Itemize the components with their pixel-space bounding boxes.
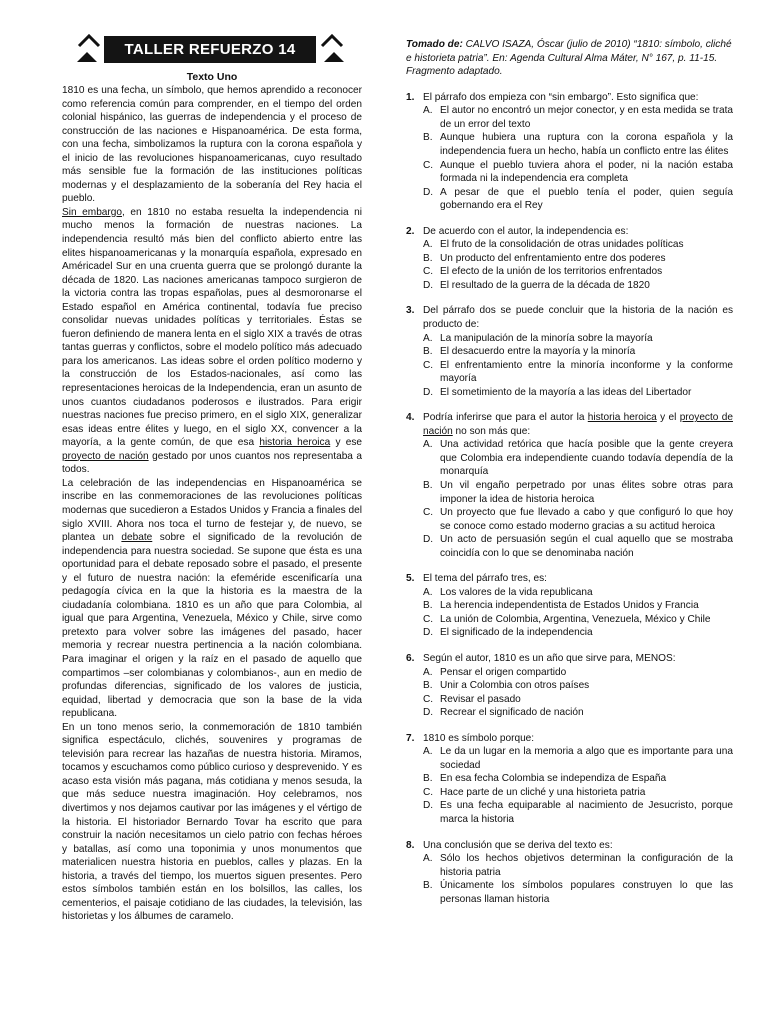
question-number: 6. [406, 653, 415, 665]
option-text: Le da un lugar en la memoria a algo que es importante para una sociedad [440, 746, 733, 771]
option-text: El enfrentamiento entre la minoría inconforme y la conforme mayoría [440, 359, 733, 385]
question-number: 5. [406, 573, 415, 585]
option-letter: D. [423, 279, 434, 291]
option-text: Hace parte de un cliché y una historieta patria [440, 786, 646, 798]
source-label: Tomado de: [406, 39, 463, 50]
question-3 [406, 304, 733, 399]
option-letter: B. [423, 680, 433, 692]
answer-option[interactable] [423, 332, 733, 346]
reading-passage [62, 84, 362, 924]
answer-option[interactable] [423, 693, 733, 707]
stem-text: Podría inferirse que para el autor la [423, 412, 588, 424]
answer-option[interactable] [423, 238, 733, 252]
question-number: 3. [406, 305, 415, 317]
answer-option[interactable] [423, 386, 733, 400]
option-list [406, 666, 733, 720]
worksheet-banner [62, 30, 362, 68]
option-text: En esa fecha Colombia se independiza de España [440, 773, 667, 785]
option-list [406, 852, 733, 906]
question-stem: Según el autor, 1810 es un año que sirve para, MENOS: [423, 653, 676, 665]
answer-option[interactable] [423, 586, 733, 600]
option-letter: A. [423, 105, 433, 117]
option-text: Es una fecha equiparable al nacimiento de Jesucristo, porque marca la historia [440, 800, 733, 826]
answer-option[interactable] [423, 359, 733, 386]
option-text: El autor no encontró un mejor conector, y en esta medida se trata de un error del texto [440, 105, 733, 130]
option-text: La herencia independentista de Estados Unidos y Francia [440, 600, 699, 612]
underlined-phrase: proyecto de nación [62, 450, 149, 462]
source-citation [406, 38, 733, 79]
option-text: El resultado de la guerra de la década de 1820 [440, 279, 650, 291]
answer-option[interactable] [423, 506, 733, 533]
option-text: A pesar de que el pueblo tenía el poder, quien seguía gobernando era el Rey [440, 186, 733, 212]
question-stem-row [406, 91, 733, 105]
option-text: Un acto de persuasión según el cual aquello que se mostraba coincidía con lo que se denominaba nación [440, 534, 733, 559]
answer-option[interactable] [423, 252, 733, 266]
question-number: 1. [406, 91, 415, 103]
question-list [406, 91, 733, 907]
question-stem [423, 411, 733, 438]
question-5 [406, 572, 733, 640]
option-letter: C. [423, 359, 434, 371]
question-stem-row [406, 839, 733, 853]
question-stem-row [406, 732, 733, 746]
option-text: El desacuerdo entre la mayoría y la minoría [440, 346, 636, 358]
underlined-phrase: historia heroica [587, 412, 657, 424]
answer-option[interactable] [423, 345, 733, 359]
answer-option[interactable] [423, 438, 733, 479]
paragraph-text: La celebración de las independencias en Hispanoamérica se inscribe en las conmemoraciones de las revoluciones políticas modernas que sucedieron a Estados Unidos y Francia a finales del siglo XVIII. Ahora nos toca el turno de festejar y, de nuevo, se plantea un [62, 477, 362, 544]
paragraph-text: y ese [330, 437, 363, 449]
answer-option[interactable] [423, 679, 733, 693]
passage-paragraph-4: En un tono menos serio, la conmemoración de 1810 también significa espectáculo, clichés, souvenires y programas de televisión para recrear las hazañas de nuestra historia. Miramos, tocamos y escuchamos como público curioso y desprevenido. Y es acaso esta visión más pagana, más cotidiana y menos sesuda, la que más seduce nuestra imaginación. Hoy celebramos, nos divertimos y nos dejamos cautivar por las imágenes y el vértigo de la historia. El historiador Bernardo Tovar ha escrito que para construir la nación necesitamos un cielo patrio con fechas héroes y batallas, así como una toponimia y unos monumentos que materialicen nuestra historia en pueblos, calles y plazas. En la historia, a través del tiempo, los muertos siguen presentes. Pero estos símbolos también están en los bolsillos, las calles, los cementerios, el paisaje cotidiano de las ciudades, la televisión, las historietas y los álbumes de caramelo. [62, 721, 362, 923]
underlined-phrase: debate [121, 532, 153, 544]
option-letter: A. [423, 439, 433, 451]
option-text: El significado de la independencia [440, 627, 593, 639]
option-text: Un vil engaño perpetrado por unas élites sobre otras para imponer la idea de historia heroica [440, 480, 733, 505]
answer-option[interactable] [423, 613, 733, 627]
option-letter: D. [423, 386, 434, 398]
underlined-phrase: proyecto de nación [423, 412, 733, 437]
option-list [406, 586, 733, 640]
option-text: El fruto de la consolidación de otras unidades políticas [440, 239, 684, 251]
option-text: Un producto del enfrentamiento entre dos poderes [440, 252, 666, 264]
option-text: La manipulación de la minoría sobre la mayoría [440, 332, 653, 344]
answer-option[interactable] [423, 772, 733, 786]
stem-text: no son más que: [452, 425, 531, 437]
option-text: Una actividad retórica que hacía posible que la gente creyera que Colombia era independiente cuando todavía dependía de la monarquía [440, 439, 733, 478]
answer-option[interactable] [423, 666, 733, 680]
passage-paragraph-1: 1810 es una fecha, un símbolo, que hemos aprendido a reconocer como referencia común para comprender, en el tiempo del orden colonial hispánico, las guerras de independencia y el proceso de construcción de las naciones e Hispanoamérica. De esta forma, con una fecha, simbolizamos la ruptura con la corona española y el inicio de las revoluciones hispanoamericanas, cuyo resultado más sensible fue la formación de las instituciones políticas modernas y el desplazamiento de la soberanía del Rey hacia el pueblo. [62, 85, 362, 205]
option-letter: A. [423, 853, 433, 865]
question-stem-row [406, 225, 733, 239]
option-letter: A. [423, 586, 433, 598]
paragraph-text: , en 1810 no estaba resuelta la independencia ni mucho menos la formación de nuestras naciones. La independencia resultó más bien del conflicto abierto entre las elites hispanoamericanas y la monarquía española, expresado en Américadel Sur en una cruenta guerra que se prolongó durante la década de 1820. Las naciones americanas tampoco surgieron de la victoria contra las tropas españolas, pues al desmoronarse el Estado español en América continental, todavía fue preciso consolidar nuevas unidades políticas y territoriales. Éstas se fueron definiendo de manera lenta en el siglo XIX a través de otras tantas guerras y conflictos, sobre el modelo político más adecuado para los americanos. Las ideas sobre el orden político moderno y la construcción de los Estados-nacionales, así como las representaciones heroicas de la Independencia, eran un asunto de unos cuantos ciudadanos poderosos e ilustrados. Para erigir nuestras naciones fue preciso primero, en el siglo XIX, generalizar esas ideas entre élites y luego, en el siglo XX, convencer a la mayoría, a la gente común, de que esa [62, 206, 362, 449]
option-letter: D. [423, 800, 434, 812]
worksheet-title: TALLER REFUERZO 14 [104, 36, 316, 63]
question-number: 8. [406, 839, 415, 851]
option-text: Revisar el pasado [440, 693, 521, 705]
question-stem: Una conclusión que se deriva del texto es: [423, 839, 613, 851]
question-stem: De acuerdo con el autor, la independencia es: [423, 225, 629, 237]
left-column [62, 30, 362, 924]
question-stem-row [406, 304, 733, 331]
paragraph-text: sobre el significado de la revolución de independencia para nuestra sociedad. Se supone que ésta es una oportunidad para el debate reposado sobre el pasado, el presente y el futuro de nuestra nación: la efeméride escenificaría una pedagogía cívica en la que la historia es la maestra de la ciudadanía colombiana. 1810 es un año que para Colombia, al igual que para Argentina, Venezuela, México y Chile, sirve como pretexto para volver sobre las imágenes del pasado, hacer memoria y recrear nuestra pertinencia a la nación colombiana. Para imaginar el origen y la raíz en el pasado de aquello que compartimos –ser colombianas y colombianos-, aun en medio de profundas diferencias, significado de los valores de justicia, equidad, libertad y democracia que son la base de la vida republicana. [62, 532, 363, 720]
option-letter: A. [423, 239, 433, 251]
option-letter: C. [423, 507, 434, 519]
answer-option[interactable] [423, 265, 733, 279]
option-letter: B. [423, 880, 433, 892]
question-number: 2. [406, 225, 415, 237]
chevron-decoration-icon [76, 30, 104, 68]
answer-option[interactable] [423, 799, 733, 826]
option-letter: B. [423, 480, 433, 491]
option-list [406, 332, 733, 400]
source-text: CALVO ISAZA, Óscar (julio de 2010) “1810: símbolo, cliché e historieta patria”. En: Agenda Cultural Alma Máter, N° 167, p. 11-15. Fragmento adaptado. [406, 39, 732, 78]
option-text: Un proyecto que fue llevado a cabo y que configuró lo que hoy se conoce como estado moderno gracias a su actitud heroica [440, 507, 733, 532]
option-letter: D. [423, 627, 434, 639]
answer-option[interactable] [423, 131, 733, 158]
answer-option[interactable] [423, 279, 733, 293]
option-text: Recrear el significado de nación [440, 707, 584, 719]
question-1 [406, 91, 733, 213]
question-stem: El párrafo dos empieza con “sin embargo”. Esto significa que: [423, 91, 699, 103]
question-7 [406, 732, 733, 827]
option-list [406, 104, 733, 212]
option-letter: D. [423, 534, 434, 546]
question-stem: 1810 es símbolo porque: [423, 732, 535, 744]
option-letter: B. [423, 252, 433, 264]
option-letter: C. [423, 693, 434, 705]
answer-option[interactable] [423, 104, 733, 131]
paragraph-text: gestado por unos cuantos nos representaba a todos. [62, 450, 362, 476]
option-list [406, 438, 733, 560]
answer-option[interactable] [423, 479, 733, 506]
stem-text: y el [656, 412, 680, 424]
option-letter: D. [423, 186, 434, 198]
question-stem-row [406, 411, 733, 438]
passage-title: Texto Uno [186, 71, 238, 83]
option-text: Aunque hubiera una ruptura con la corona española y la independencia fuera un hecho, había un conflicto entre las élites [440, 132, 733, 157]
question-stem-row [406, 572, 733, 586]
question-4 [406, 411, 733, 560]
answer-option[interactable] [423, 852, 733, 879]
option-text: La unión de Colombia, Argentina, Venezuela, México y Chile [440, 613, 711, 625]
question-2 [406, 225, 733, 293]
answer-option[interactable] [423, 159, 733, 186]
answer-option[interactable] [423, 786, 733, 800]
answer-option[interactable] [423, 745, 733, 772]
option-list [406, 745, 733, 826]
option-letter: A. [423, 666, 433, 678]
option-text: Pensar el origen compartido [440, 666, 567, 678]
question-number: 7. [406, 732, 415, 744]
question-8 [406, 839, 733, 907]
underlined-phrase: Sin embargo [62, 206, 123, 218]
underlined-phrase: historia heroica [259, 437, 331, 449]
option-letter: B. [423, 773, 433, 785]
answer-option[interactable] [423, 706, 733, 720]
chevron-decoration-icon [318, 30, 346, 68]
option-letter: A. [423, 332, 433, 344]
option-text: Únicamente los símbolos populares construyen lo que las personas llaman historia [440, 880, 733, 905]
option-letter: C. [423, 266, 434, 278]
option-letter: C. [423, 786, 434, 798]
option-letter: C. [423, 159, 434, 171]
passage-paragraph-2 [62, 206, 362, 477]
option-list [406, 238, 733, 292]
right-column [406, 38, 733, 918]
passage-paragraph-3 [62, 477, 362, 721]
option-letter: A. [423, 746, 433, 758]
answer-option[interactable] [423, 186, 733, 213]
question-stem: El tema del párrafo tres, es: [423, 573, 547, 585]
option-text: El efecto de la unión de los territorios enfrentados [440, 266, 663, 278]
option-text: Aunque el pueblo tuviera ahora el poder, ni la nación estaba formada ni la independencia era completa [440, 159, 733, 185]
option-text: El sometimiento de la mayoría a las ideas del Libertador [440, 386, 692, 398]
option-letter: C. [423, 613, 434, 625]
option-text: Unir a Colombia con otros países [440, 680, 590, 692]
option-letter: B. [423, 346, 433, 358]
answer-option[interactable] [423, 599, 733, 613]
option-text: Sólo los hechos objetivos determinan la configuración de la historia patria [440, 853, 733, 878]
question-number: 4. [406, 412, 415, 424]
option-letter: B. [423, 600, 433, 612]
question-6 [406, 652, 733, 720]
option-letter: B. [423, 132, 433, 144]
question-stem-row [406, 652, 733, 666]
option-text: Los valores de la vida republicana [440, 586, 593, 598]
answer-option[interactable] [423, 533, 733, 560]
option-letter: D. [423, 707, 434, 719]
question-stem: Del párrafo dos se puede concluir que la historia de la nación es producto de: [423, 305, 733, 330]
answer-option[interactable] [423, 879, 733, 906]
answer-option[interactable] [423, 626, 733, 640]
